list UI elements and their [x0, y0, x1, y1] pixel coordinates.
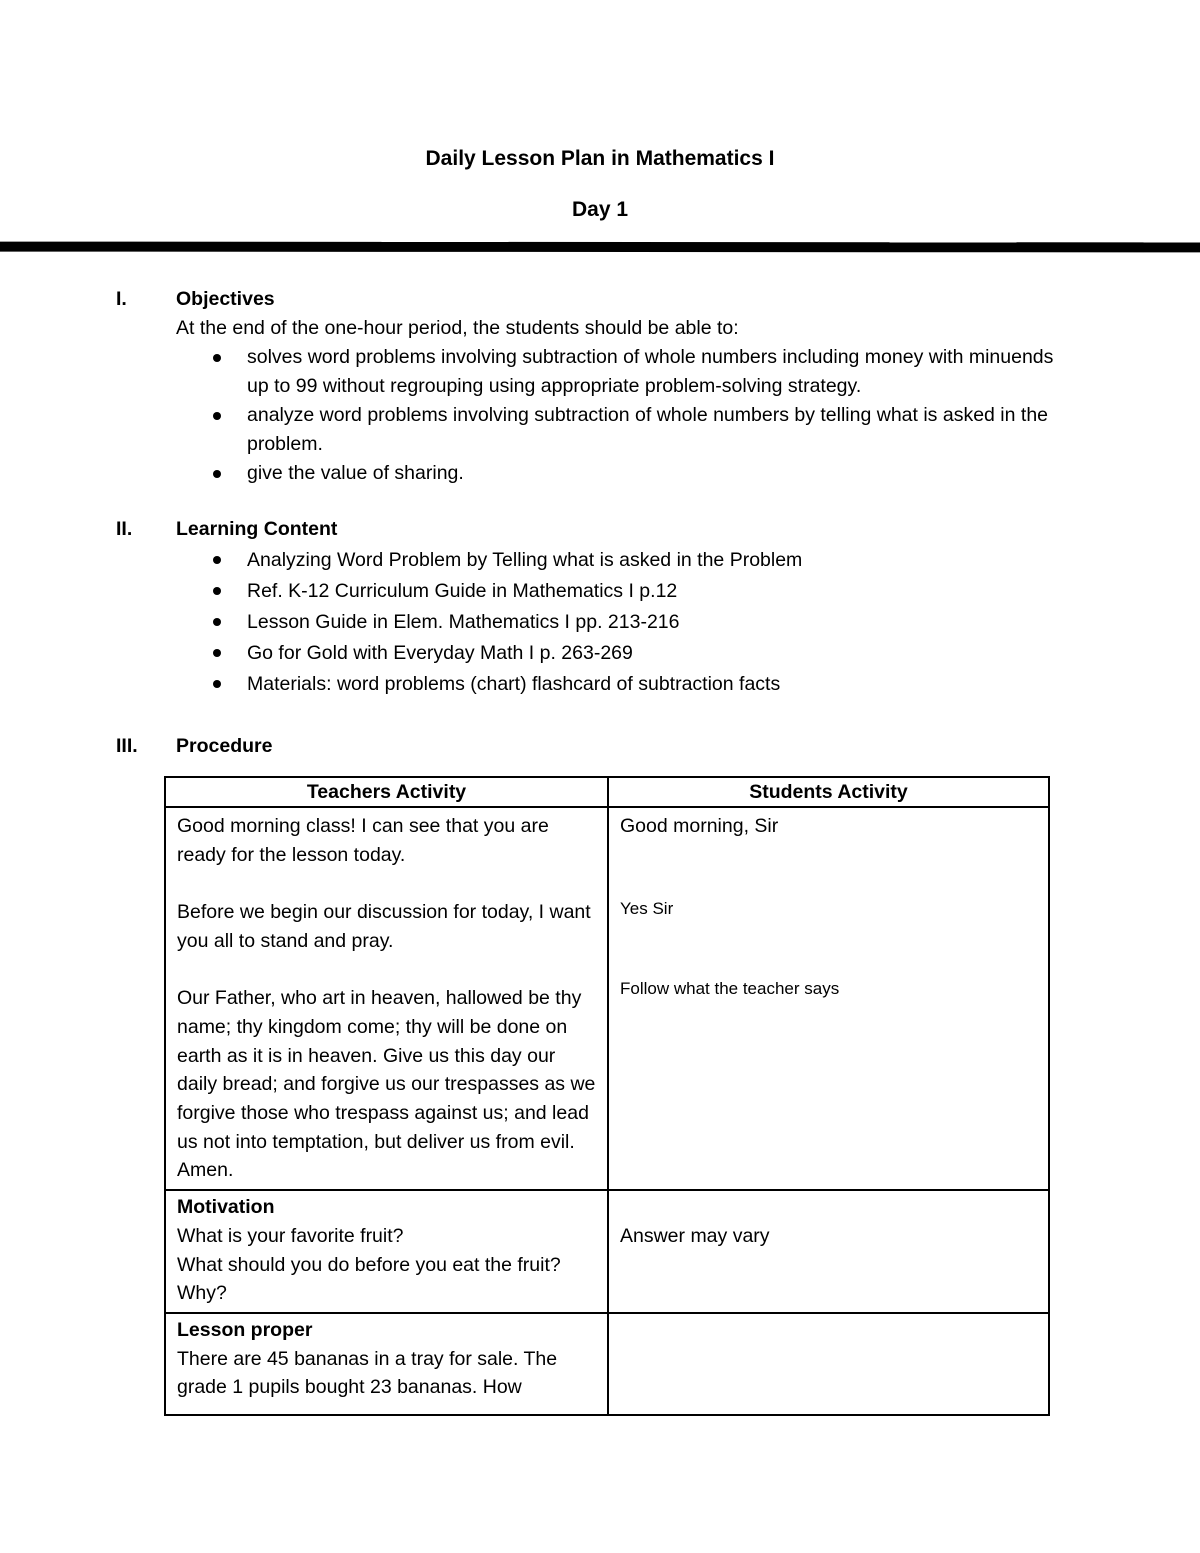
list-item: analyze word problems involving subtraction of whole numbers by telling what is asked in the problem. — [176, 401, 1076, 459]
document-subtitle: Day 1 — [571, 198, 629, 221]
list-item: Go for Gold with Everyday Math I p. 263-269 — [176, 638, 1076, 669]
learning-content-list — [176, 545, 1076, 700]
student-answer: Answer may vary — [620, 1225, 770, 1248]
teacher-cell — [165, 1190, 608, 1313]
student-yes: Yes Sir — [620, 898, 674, 918]
lesson-proper-text: There are 45 bananas in a tray for sale. The grade 1 pupils bought 23 bananas. How — [177, 1347, 558, 1399]
lesson-proper-heading: Lesson proper — [177, 1318, 313, 1341]
bullet-icon — [213, 412, 221, 420]
table-header-row — [165, 777, 1049, 807]
section-title: Objectives — [176, 288, 275, 310]
students-activity-header: Students Activity — [608, 777, 1049, 807]
bullet-icon — [213, 587, 221, 595]
objectives-list — [176, 343, 1076, 488]
table-row — [165, 1313, 1049, 1415]
objectives-intro: At the end of the one-hour period, the students should be able to: — [176, 317, 739, 339]
section-numeral: I. — [116, 288, 127, 310]
section-numeral: III. — [116, 735, 138, 757]
bullet-icon — [213, 354, 221, 362]
bullet-icon — [213, 556, 221, 564]
document-title: Daily Lesson Plan in Mathematics I — [425, 147, 775, 170]
bullet-icon — [213, 470, 221, 478]
list-item: Materials: word problems (chart) flashcard of subtraction facts — [176, 669, 1076, 700]
student-cell — [608, 1313, 1049, 1415]
student-cell — [608, 807, 1049, 1190]
motivation-question-1: What is your favorite fruit? — [177, 1224, 404, 1247]
list-item: Analyzing Word Problem by Telling what is asked in the Problem — [176, 545, 1076, 576]
bullet-icon — [213, 618, 221, 626]
procedure-table — [164, 776, 1050, 1416]
table-row — [165, 807, 1049, 1190]
bullet-icon — [213, 649, 221, 657]
table-row — [165, 1190, 1049, 1313]
section-title: Procedure — [176, 735, 273, 757]
bullet-icon — [213, 680, 221, 688]
teacher-prayer: Our Father, who art in heaven, hallowed be thy name; thy kingdom come; thy will be done on earth as it is in heaven. Give us this day our daily bread; and forgive us our trespasses as we forgive those who trespass against us; and lead us not into temptation, but deliver us from evil. Amen. — [177, 987, 596, 1182]
teacher-cell — [165, 1313, 608, 1415]
teacher-pray-instruction: Before we begin our discussion for today, I want you all to stand and pray. — [177, 901, 591, 952]
student-cell — [608, 1190, 1049, 1313]
list-item: Ref. K-12 Curriculum Guide in Mathematics I p.12 — [176, 576, 1076, 607]
teachers-activity-header: Teachers Activity — [165, 777, 608, 807]
student-greeting: Good morning, Sir — [620, 815, 779, 837]
motivation-question-2: What should you do before you eat the fruit? Why? — [177, 1253, 561, 1305]
teacher-greeting: Good morning class! I can see that you are ready for the lesson today. — [177, 815, 549, 866]
horizontal-rule — [0, 242, 1200, 253]
motivation-heading: Motivation — [177, 1196, 275, 1219]
list-item: solves word problems involving subtraction of whole numbers including money with minuends up to 99 without regrouping using appropriate problem-solving strategy. — [176, 343, 1076, 401]
section-title: Learning Content — [176, 518, 338, 540]
list-item: give the value of sharing. — [176, 459, 1076, 488]
teacher-cell — [165, 807, 608, 1190]
section-numeral: II. — [116, 518, 133, 540]
student-follow: Follow what the teacher says — [620, 979, 840, 999]
list-item: Lesson Guide in Elem. Mathematics I pp. 213-216 — [176, 607, 1076, 638]
